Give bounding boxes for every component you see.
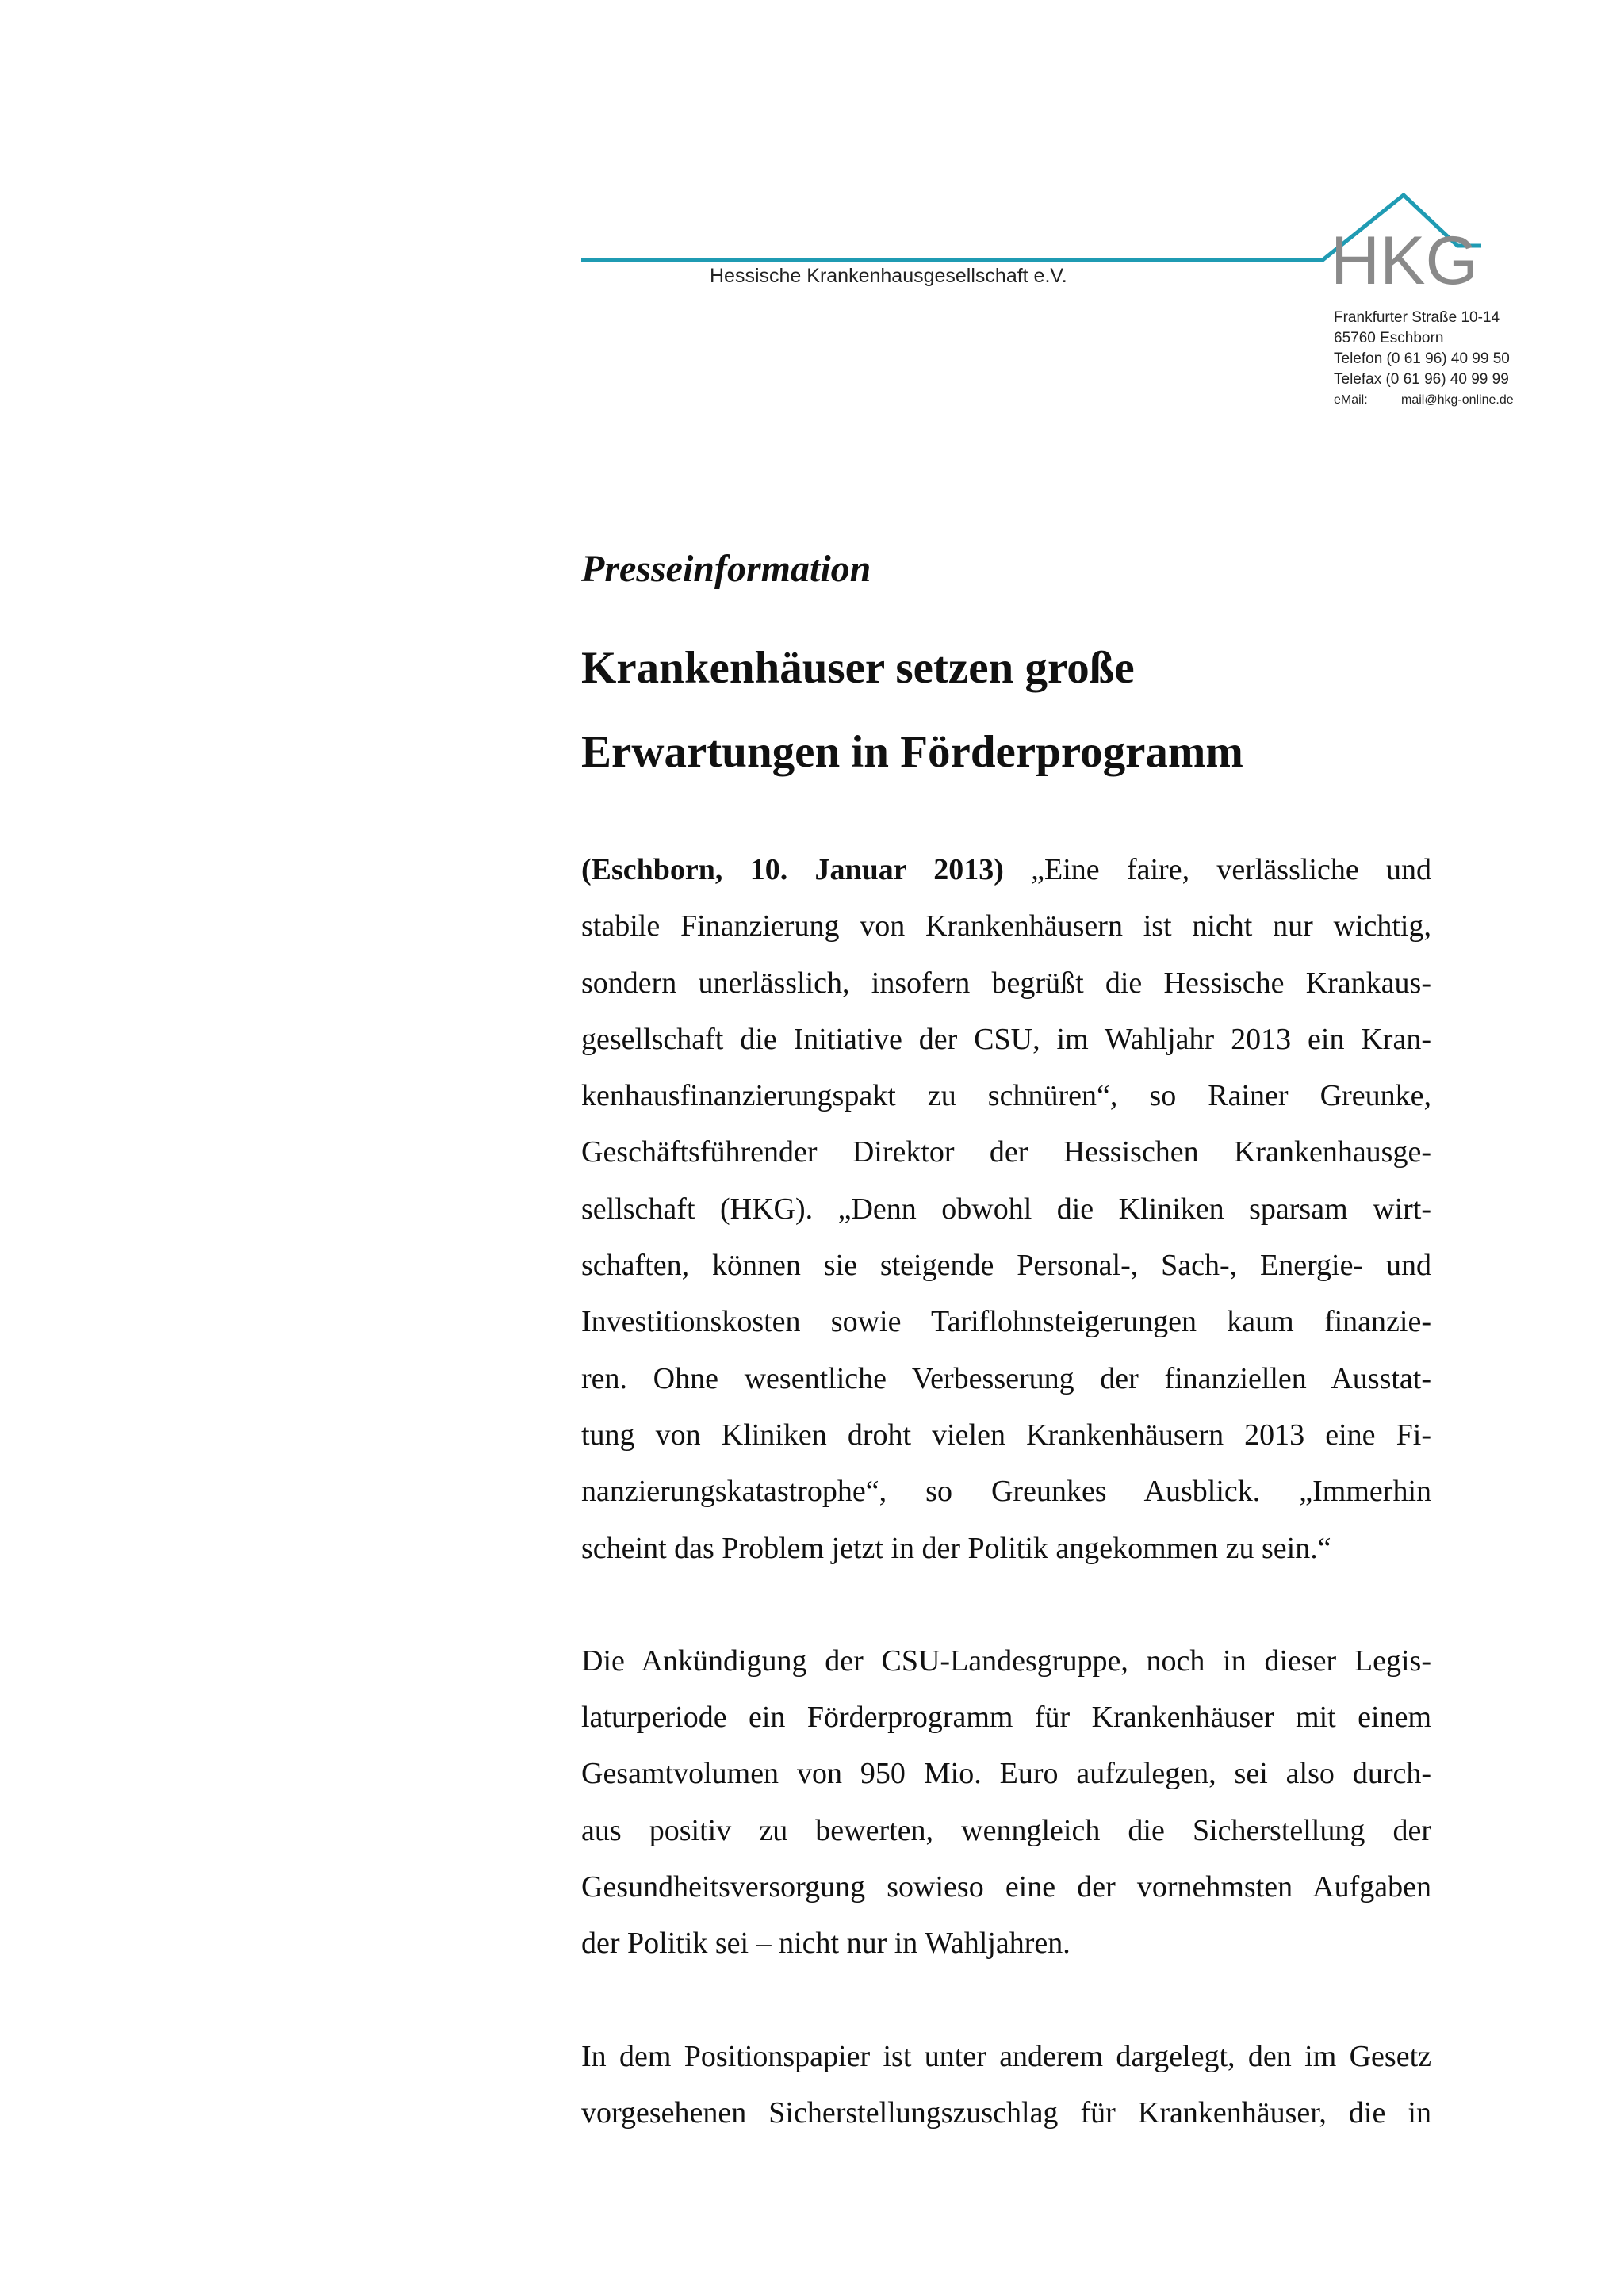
- address-email: [1334, 390, 1514, 411]
- paragraph-1: [581, 842, 1431, 1577]
- paragraph-line: stabile Finanzierung von Krankenhäusern ist nicht nur wichtig,: [581, 909, 1431, 943]
- address-telefon: Telefon (0 61 96) 40 99 50: [1334, 350, 1510, 367]
- logo-text: HKG: [1331, 223, 1479, 290]
- paragraph-line: gesellschaft die Initiative der CSU, im Wahljahr 2013 ein Kran-: [581, 1022, 1431, 1056]
- address-telefax: Telefax (0 61 96) 40 99 99: [1334, 371, 1509, 388]
- headline-line: Erwartungen in Förderprogramm: [581, 727, 1243, 777]
- body-text: [581, 842, 1431, 2141]
- paragraph-line: Gesundheitsversorgung sowieso eine der vornehmsten Aufgaben: [581, 1870, 1431, 1904]
- paragraph-line: sellschaft (HKG). „Denn obwohl die Kliniken sparsam wirt-: [581, 1192, 1431, 1226]
- paragraph-line: Die Ankündigung der CSU-Landesgruppe, noch in dieser Legis-: [581, 1644, 1431, 1678]
- paragraph-line: ren. Ohne wesentliche Verbesserung der finanziellen Ausstat-: [581, 1361, 1431, 1395]
- paragraph-line: In dem Positionspapier ist unter anderem dargelegt, den im Gesetz: [581, 2039, 1431, 2073]
- hkg-logo: [1316, 187, 1570, 290]
- headline: [581, 626, 1243, 794]
- paragraph-2: [581, 1633, 1431, 1973]
- paragraph-line: [581, 842, 1431, 898]
- paragraph-line: tung von Kliniken droht vielen Krankenhäusern 2013 eine Fi-: [581, 1418, 1431, 1452]
- address-block: [1334, 308, 1514, 411]
- first-line-text: „Eine faire, verlässliche und: [1003, 853, 1432, 886]
- email-label: eMail:: [1334, 393, 1368, 407]
- paragraph-line: laturperiode ein Förderprogramm für Krankenhäuser mit einem: [581, 1701, 1431, 1735]
- email-link[interactable]: mail@hkg-online.de: [1401, 393, 1514, 407]
- paragraph-line: aus positiv zu bewerten, wenngleich die Sicherstellung der: [581, 1813, 1431, 1847]
- paragraph-line: Investitionskosten sowie Tariflohnsteigerungen kaum finanzie-: [581, 1305, 1431, 1339]
- paragraph-line: Geschäftsführender Direktor der Hessischen Krankenhausge-: [581, 1135, 1431, 1169]
- address-street: Frankfurter Straße 10-14: [1334, 309, 1500, 326]
- paragraph-line: scheint das Problem jetzt in der Politik angekommen zu sein.“: [581, 1531, 1331, 1565]
- paragraph-line: Gesamtvolumen von 950 Mio. Euro aufzulegen, sei also durch-: [581, 1757, 1431, 1791]
- paragraph-line: nanzierungskatastrophe“, so Greunkes Ausblick. „Immerhin: [581, 1475, 1431, 1509]
- dateline: (Eschborn, 10. Januar 2013): [581, 853, 1004, 886]
- paragraph-line: der Politik sei – nicht nur in Wahljahren.: [581, 1927, 1071, 1961]
- document-type: Presseinformation: [581, 548, 871, 590]
- paragraph-line: kenhausfinanzierungspakt zu schnüren“, so Rainer Greunke,: [581, 1079, 1431, 1113]
- header-rule: [581, 258, 1319, 262]
- paragraph-line: vorgesehenen Sicherstellungszuschlag für Krankenhäuser, die in: [581, 2095, 1431, 2130]
- paragraph-line: sondern unerlässlich, insofern begrüßt die Hessische Krankaus-: [581, 966, 1431, 1000]
- address-city: 65760 Eschborn: [1334, 330, 1444, 346]
- paragraph-3: [581, 2029, 1431, 2142]
- headline-line: Krankenhäuser setzen große: [581, 643, 1135, 693]
- organization-name: Hessische Krankenhausgesellschaft e.V.: [710, 265, 1067, 287]
- paragraph-line: schaften, können sie steigende Personal-, Sach-, Energie- und: [581, 1249, 1431, 1283]
